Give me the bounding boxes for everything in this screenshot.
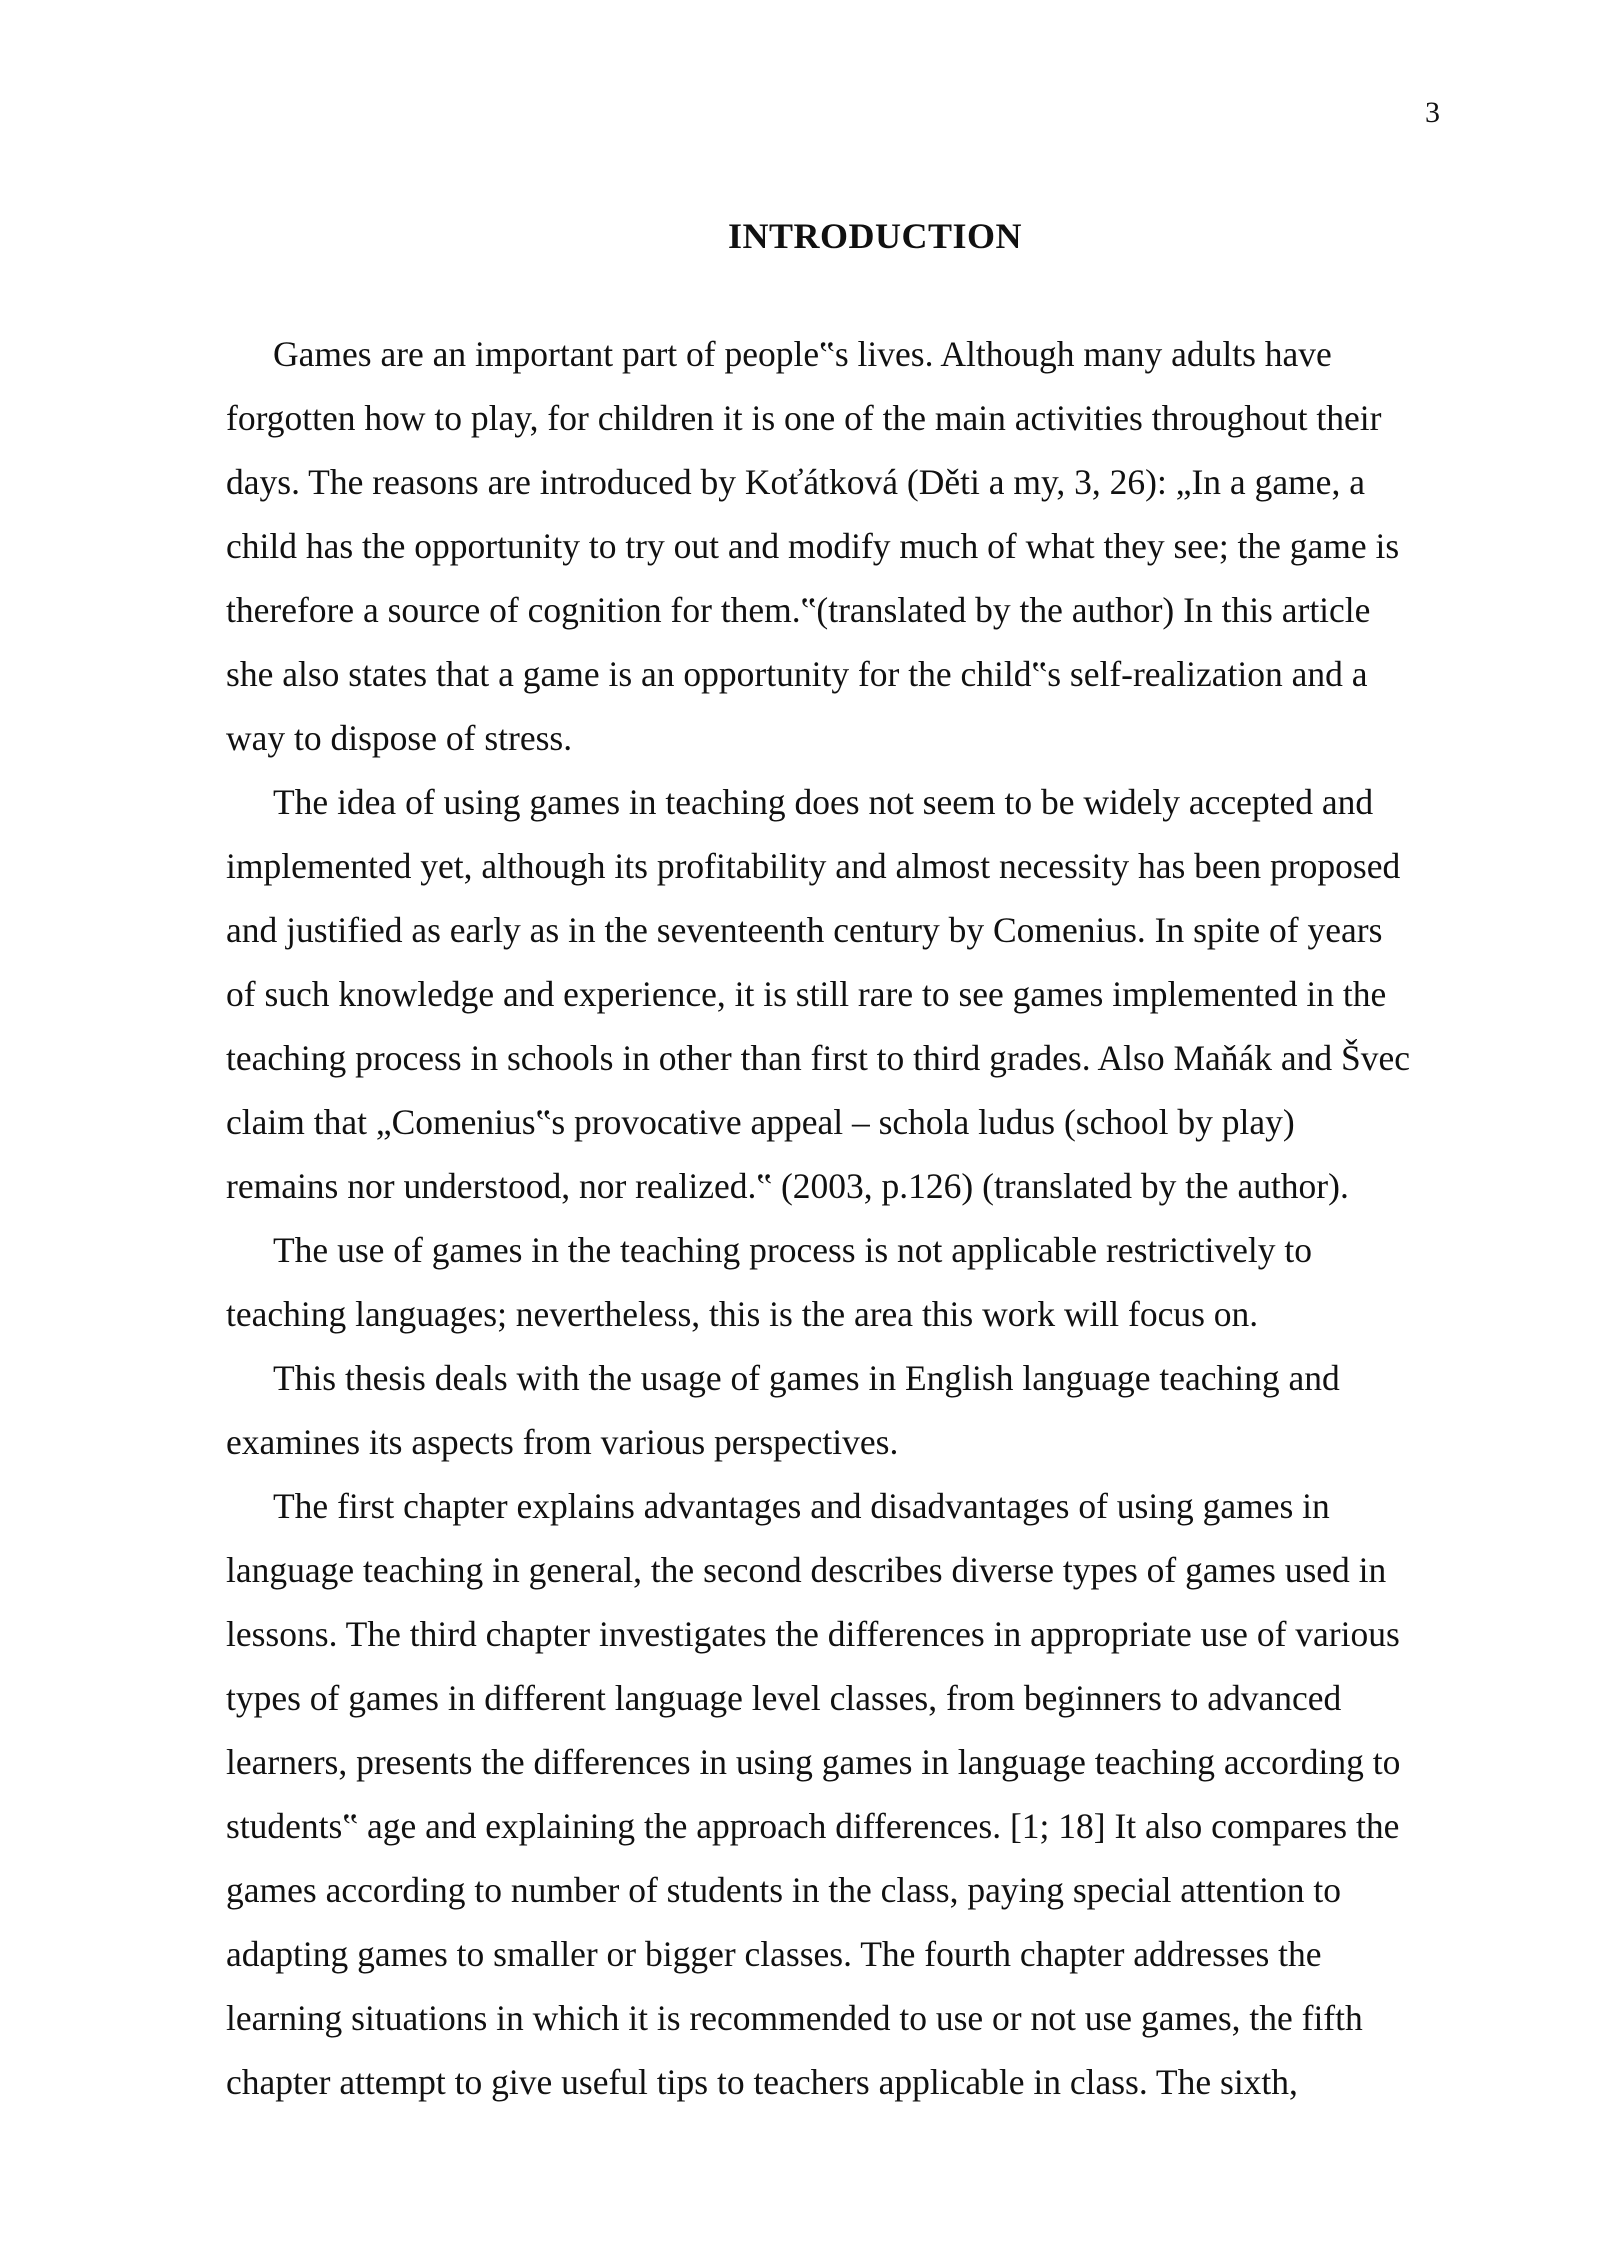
paragraph-3	[226, 1218, 1501, 1346]
text-line: learning situations in which it is recommended to use or not use games, the fifth	[226, 1998, 1363, 2038]
text-line: The first chapter explains advantages and disadvantages of using games in	[273, 1486, 1330, 1526]
text-line: chapter attempt to give useful tips to teachers applicable in class. The sixth,	[226, 2062, 1298, 2102]
body-text	[226, 322, 1501, 2114]
text-line: way to dispose of stress.	[226, 718, 573, 758]
text-line: teaching languages; nevertheless, this is the area this work will focus on.	[226, 1294, 1259, 1334]
text-line: students‟ age and explaining the approach differences. [1; 18] It also compares the	[226, 1806, 1400, 1846]
text-line: adapting games to smaller or bigger classes. The fourth chapter addresses the	[226, 1934, 1322, 1974]
text-line: remains nor understood, nor realized.‟ (2003, p.126) (translated by the author).	[226, 1166, 1349, 1206]
text-line: she also states that a game is an opportunity for the child‟s self-realization and a	[226, 654, 1368, 694]
text-line: teaching process in schools in other than first to third grades. Also Maňák and Švec	[226, 1038, 1411, 1078]
text-line: and justified as early as in the seventeenth century by Comenius. In spite of years	[226, 910, 1383, 950]
text-line: types of games in different language level classes, from beginners to advanced	[226, 1678, 1342, 1718]
text-line: learners, presents the differences in using games in language teaching according to	[226, 1742, 1401, 1782]
text-line: The use of games in the teaching process is not applicable restrictively to	[273, 1230, 1313, 1270]
text-line: forgotten how to play, for children it is one of the main activities throughout their	[226, 398, 1382, 438]
text-line: of such knowledge and experience, it is still rare to see games implemented in the	[226, 974, 1387, 1014]
text-line: language teaching in general, the second describes diverse types of games used in	[226, 1550, 1387, 1590]
text-line: examines its aspects from various perspectives.	[226, 1422, 899, 1462]
text-line: lessons. The third chapter investigates the differences in appropriate use of various	[226, 1614, 1400, 1654]
text-line: therefore a source of cognition for them.‟(translated by the author) In this article	[226, 590, 1371, 630]
text-line: child has the opportunity to try out and modify much of what they see; the game is	[226, 526, 1400, 566]
paragraph-5	[226, 1474, 1501, 2114]
paragraph-2	[226, 770, 1501, 1218]
text-line: days. The reasons are introduced by Koťátková (Děti a my, 3, 26): „In a game, a	[226, 462, 1365, 502]
text-line: implemented yet, although its profitability and almost necessity has been proposed	[226, 846, 1401, 886]
page-number: 3	[1425, 96, 1440, 129]
paragraph-1	[226, 322, 1501, 770]
text-line: Games are an important part of people‟s lives. Although many adults have	[273, 334, 1332, 374]
text-line: This thesis deals with the usage of games in English language teaching and	[273, 1358, 1340, 1398]
page-title: INTRODUCTION	[727, 216, 1023, 256]
text-line: games according to number of students in the class, paying special attention to	[226, 1870, 1342, 1910]
text-line: The idea of using games in teaching does not seem to be widely accepted and	[273, 782, 1374, 822]
paragraph-4	[226, 1346, 1501, 1474]
text-line: claim that „Comenius‟s provocative appeal – schola ludus (school by play)	[226, 1102, 1295, 1142]
